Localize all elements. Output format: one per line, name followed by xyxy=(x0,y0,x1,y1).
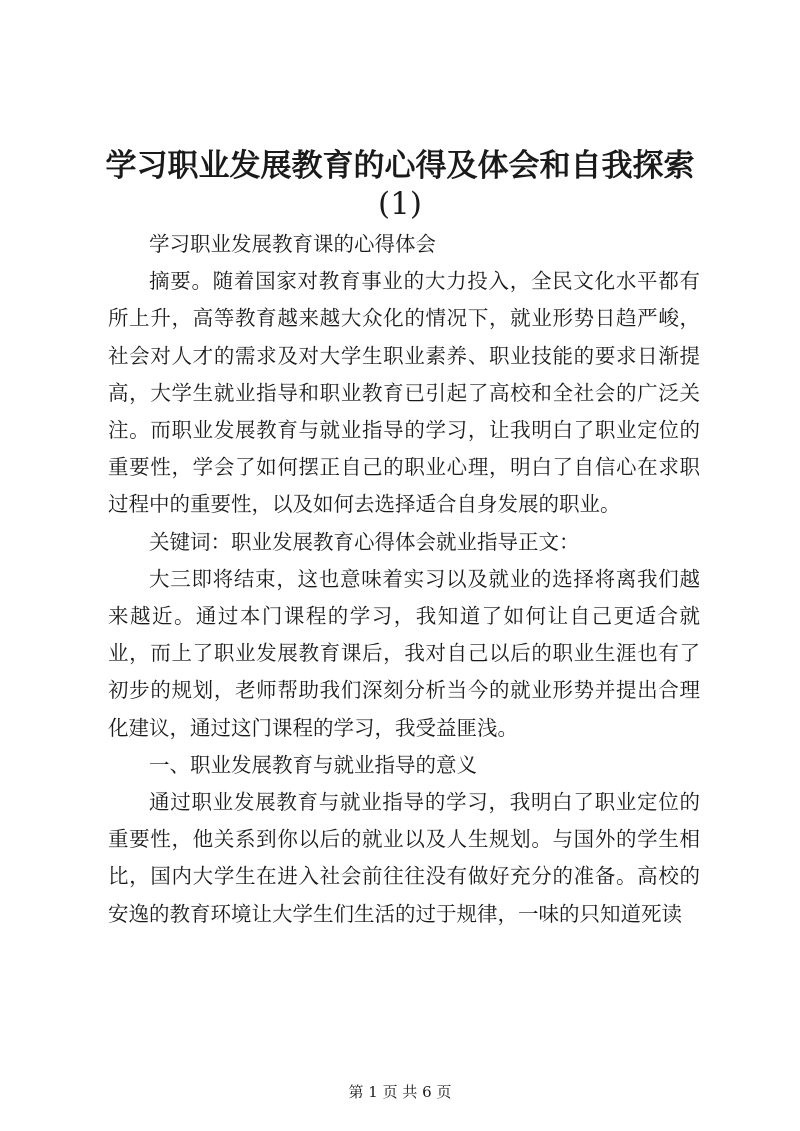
paragraph-intro: 大三即将结束，这也意味着实习以及就业的选择将离我们越来越近。通过本门课程的学习，我知道了如何让自己更适合就业，而上了职业发展教育课后，我对自己以后的职业生涯也有了初步的规划，老师帮助我们深刻分析当今的就业形势并提出合理化建议，通过这门课程的学习，我受益匪浅。 xyxy=(108,566,700,740)
paragraph-subtitle: 学习职业发展教育课的心得体会 xyxy=(149,232,436,256)
paragraph-abstract: 摘要。随着国家对教育事业的大力投入，全民文化水平都有所上升，高等教育越来越大众化的情况下，就业形势日趋严峻，社会对人才的需求及对大学生职业素养、职业技能的要求日渐提高，大学生就业指导和职业教育已引起了高校和全社会的广泛关注。而职业发展教育与就业指导的学习，让我明白了职业定位的重要性，学会了如何摆正自己的职业心理，明白了自信心在求职过程中的重要性，以及如何去选择适合自身发展的职业。 xyxy=(108,269,700,517)
page-number: 第 1 页 共 6 页 xyxy=(348,1083,452,1101)
document-title: 学习职业发展教育的心得及体会和自我探索 xyxy=(105,148,695,184)
document-body xyxy=(108,226,700,933)
section-heading: 一、职业发展教育与就业指导的意义 xyxy=(149,752,477,777)
paragraph-keywords: 关键词：职业发展教育心得体会就业指导正文： xyxy=(149,529,580,554)
document-title-suffix: (1) xyxy=(378,186,422,222)
paragraph-section-1: 通过职业发展教育与就业指导的学习，我明白了职业定位的重要性，他关系到你以后的就业以及人生规划。与国外的学生相比，国内大学生在进入社会前往往没有做好充分的准备。高校的安逸的教育环境让大学生们生活的过于规律，一味的只知道死读 xyxy=(108,790,700,926)
